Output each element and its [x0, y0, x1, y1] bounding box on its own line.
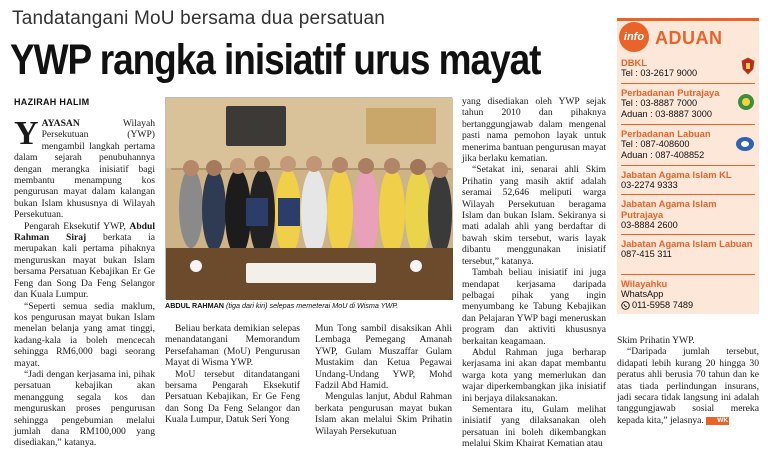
drop-cap: Y — [14, 115, 39, 152]
sidebar-entry-jais-kl — [621, 169, 757, 191]
entry-phone: Aduan : 03-8887 3000 — [621, 109, 712, 119]
paragraph: Skim Prihatin YWP. — [617, 335, 695, 346]
labuan-crest-icon — [735, 136, 755, 152]
group-photo-illustration — [166, 98, 453, 300]
divider — [621, 274, 755, 275]
entry-name: Jabatan Agama Islam Labuan — [621, 238, 753, 249]
paragraph: “Daripada jumlah tersebut, didapati lebih kurang 20 hingga 30 peratus ahli berusia 70 tahun dan ke atas tiada perlindungan insurans, jadi secara tidak langsung ini adalah tanggungjawab sosial mereka kepada kita,” jelasnya. — [617, 346, 759, 426]
entry-name: Jabatan Agama Islam KL — [621, 169, 732, 180]
paragraph: Mun Tong sambil disaksikan Ahli Lembaga Pemegang Amanah YWP, Gulam Muszaffar Gulam Mustakim dan Ketua Pegawai Undang-Undang YWP, Mohd Fadzil Abd Hamid. — [315, 323, 452, 392]
article-column-2 — [165, 323, 300, 426]
entry-phone: 03-2274 9333 — [621, 180, 678, 190]
paragraph: Sementara itu, Gulam melihat inisiatif yang dilaksanakan oleh persatuan ini boleh dikembangkan melalui Skim Khairat Kematian atau — [462, 403, 606, 450]
article-column-5 — [617, 335, 759, 426]
sidebar-entry-dbkl — [621, 57, 757, 79]
entry-phone: Aduan : 087-408852 — [621, 150, 705, 160]
article-byline: HAZIRAH HALIM — [14, 97, 90, 107]
article-headline: YWP rangka inisiatif urus mayat — [10, 36, 541, 84]
entry-name: DBKL — [621, 57, 648, 68]
sidebar-entry-jais-labuan — [621, 238, 757, 260]
paragraph: MoU tersebut ditandatangani bersama Pengarah Eksekutif Persatuan Kebajikan, Er Ge Feng dan Song Da Feng Selangor dan Kuala Lumpur, Datuk Seri Yong — [165, 368, 300, 426]
divider — [621, 165, 755, 166]
sidebar-title: ADUAN — [655, 28, 723, 48]
paragraph: “Jadi dengan kerjasama ini, pihak persatuan kebajikan akan menanggung segala kos dan menguruskan proses pengurusan sehingga pengebumian melalui jumlah dana RM100,000 yang disediakan,” katanya. — [14, 368, 155, 449]
putrajaya-crest-icon — [737, 93, 755, 111]
article-column-1 — [14, 115, 156, 449]
entry-phone: Tel : 087-408600 — [621, 139, 690, 149]
divider — [621, 194, 755, 195]
paragraph: Tambah beliau inisiatif ini juga mendapat kerjasama daripada pelbagai pihak yang ingin menyumbang ke Tabung Kebajikan dan Pelajaran YWP bagi meneruskan program dan aktiviti khususnya berkaitan keagamaan. — [462, 267, 606, 347]
caption-text: (tiga dari kiri) selepas memeterai MoU di Wisma YWP. — [223, 301, 399, 310]
sidebar-entry-labuan — [621, 128, 757, 161]
divider — [621, 124, 755, 125]
paragraph: berkata ia merupakan kali pertama pihaknya menguruskan mayat bukan Islam bersama Persatuan Kebajikan Er Ge Feng dan Song Da Feng Selangor dan Kuala Lumpur. — [14, 232, 156, 301]
entry-phone: 03-8884 2600 — [621, 220, 678, 230]
sidebar-entry-jais-putrajaya — [621, 198, 757, 231]
article-column-4 — [462, 96, 606, 450]
sidebar-entry-wilayahku — [621, 278, 757, 311]
paragraph: Abdul Rahman juga berharap kerjasama ini akan dapat membantu warga kota yang memerlukan dan wajar diperkembangkan jika inisiatif ini berjaya dilaksanakan. — [462, 346, 606, 404]
paragraph: “Seperti semua sedia maklum, kos pengurusan mayat bukan Islam menelan belanja yang amat tinggi, kadang-kala ia boleh mencecah sehingga RM6,000 bagi seorang mayat. — [14, 300, 155, 369]
caption-name: ABDUL RAHMAN — [165, 301, 224, 310]
news-photo — [165, 97, 452, 299]
entry-phone — [621, 300, 757, 311]
entry-name: Perbadanan Putrajaya — [621, 87, 720, 98]
paragraph: yang disediakan oleh YWP sejak tahun 2010 dan pihaknya bertanggungjawab dalam mengenal pasti nama pemohon layak untuk menerima bantuan pengurusan mayat jika berlaku kematian. — [462, 96, 606, 165]
person-name: Abdul Rahman Siraj — [14, 220, 155, 244]
entry-phone: Tel : 03-2617 9000 — [621, 68, 698, 78]
sidebar-header — [617, 21, 759, 55]
photo-caption — [165, 301, 452, 310]
entry-label: WhatsApp — [621, 289, 664, 299]
entry-phone: 087-415 311 — [621, 249, 672, 259]
sidebar-entry-putrajaya — [621, 87, 757, 120]
divider — [621, 234, 755, 235]
paragraph: Beliau berkata demikian selepas menandatangani Memorandum Persefahaman (MoU) Pengurusan Mayat di Wisma YWP. — [165, 323, 300, 369]
whatsapp-number: 011-5958 7489 — [632, 300, 694, 310]
divider — [621, 83, 755, 84]
entry-name: Wilayahku — [621, 278, 668, 289]
info-badge-icon: info — [619, 22, 649, 52]
entry-name: Jabatan Agama Islam Putrajaya — [621, 198, 717, 220]
end-mark: WK — [706, 417, 729, 425]
article-column-3 — [315, 323, 452, 437]
dbkl-crest-icon — [741, 57, 755, 75]
entry-name: Perbadanan Labuan — [621, 128, 711, 139]
entry-phone: Tel : 03-8887 7000 — [621, 98, 698, 108]
lead-word: AYASAN — [41, 118, 80, 129]
whatsapp-icon — [621, 301, 630, 310]
paragraph: Mengulas lanjut, Abdul Rahman berkata pengurusan mayat bukan Islam akan melalui Skim Prihatin Wilayah Persekutuan — [315, 391, 452, 437]
paragraph: “Setakat ini, senarai ahli Skim Prihatin yang masih aktif adalah seramai 52,646 meliputi warga Wilayah Persekutuan beragama Islam dan bukan Islam. Sekiranya si mati adalah ahli yang berdaftar di bawah skim tersebut, waris layak dibantu menggunakan inisiatif tersebut,” katanya. — [462, 164, 606, 267]
paragraph: Pengarah Eksekutif YWP, — [24, 220, 130, 232]
paragraph: Wilayah Persekutuan (YWP) mengambil langkah pertama dalam sejarah penubuhannya dengan merangka inisiatif bagi membantu menampung kos pengurusan mayat dalam kalangan bukan Islam khususnya di Wilayah Persekutuan. — [14, 118, 155, 221]
article-kicker: Tandatangani MoU bersama dua persatuan — [12, 8, 386, 29]
complaints-sidebar — [617, 18, 759, 314]
